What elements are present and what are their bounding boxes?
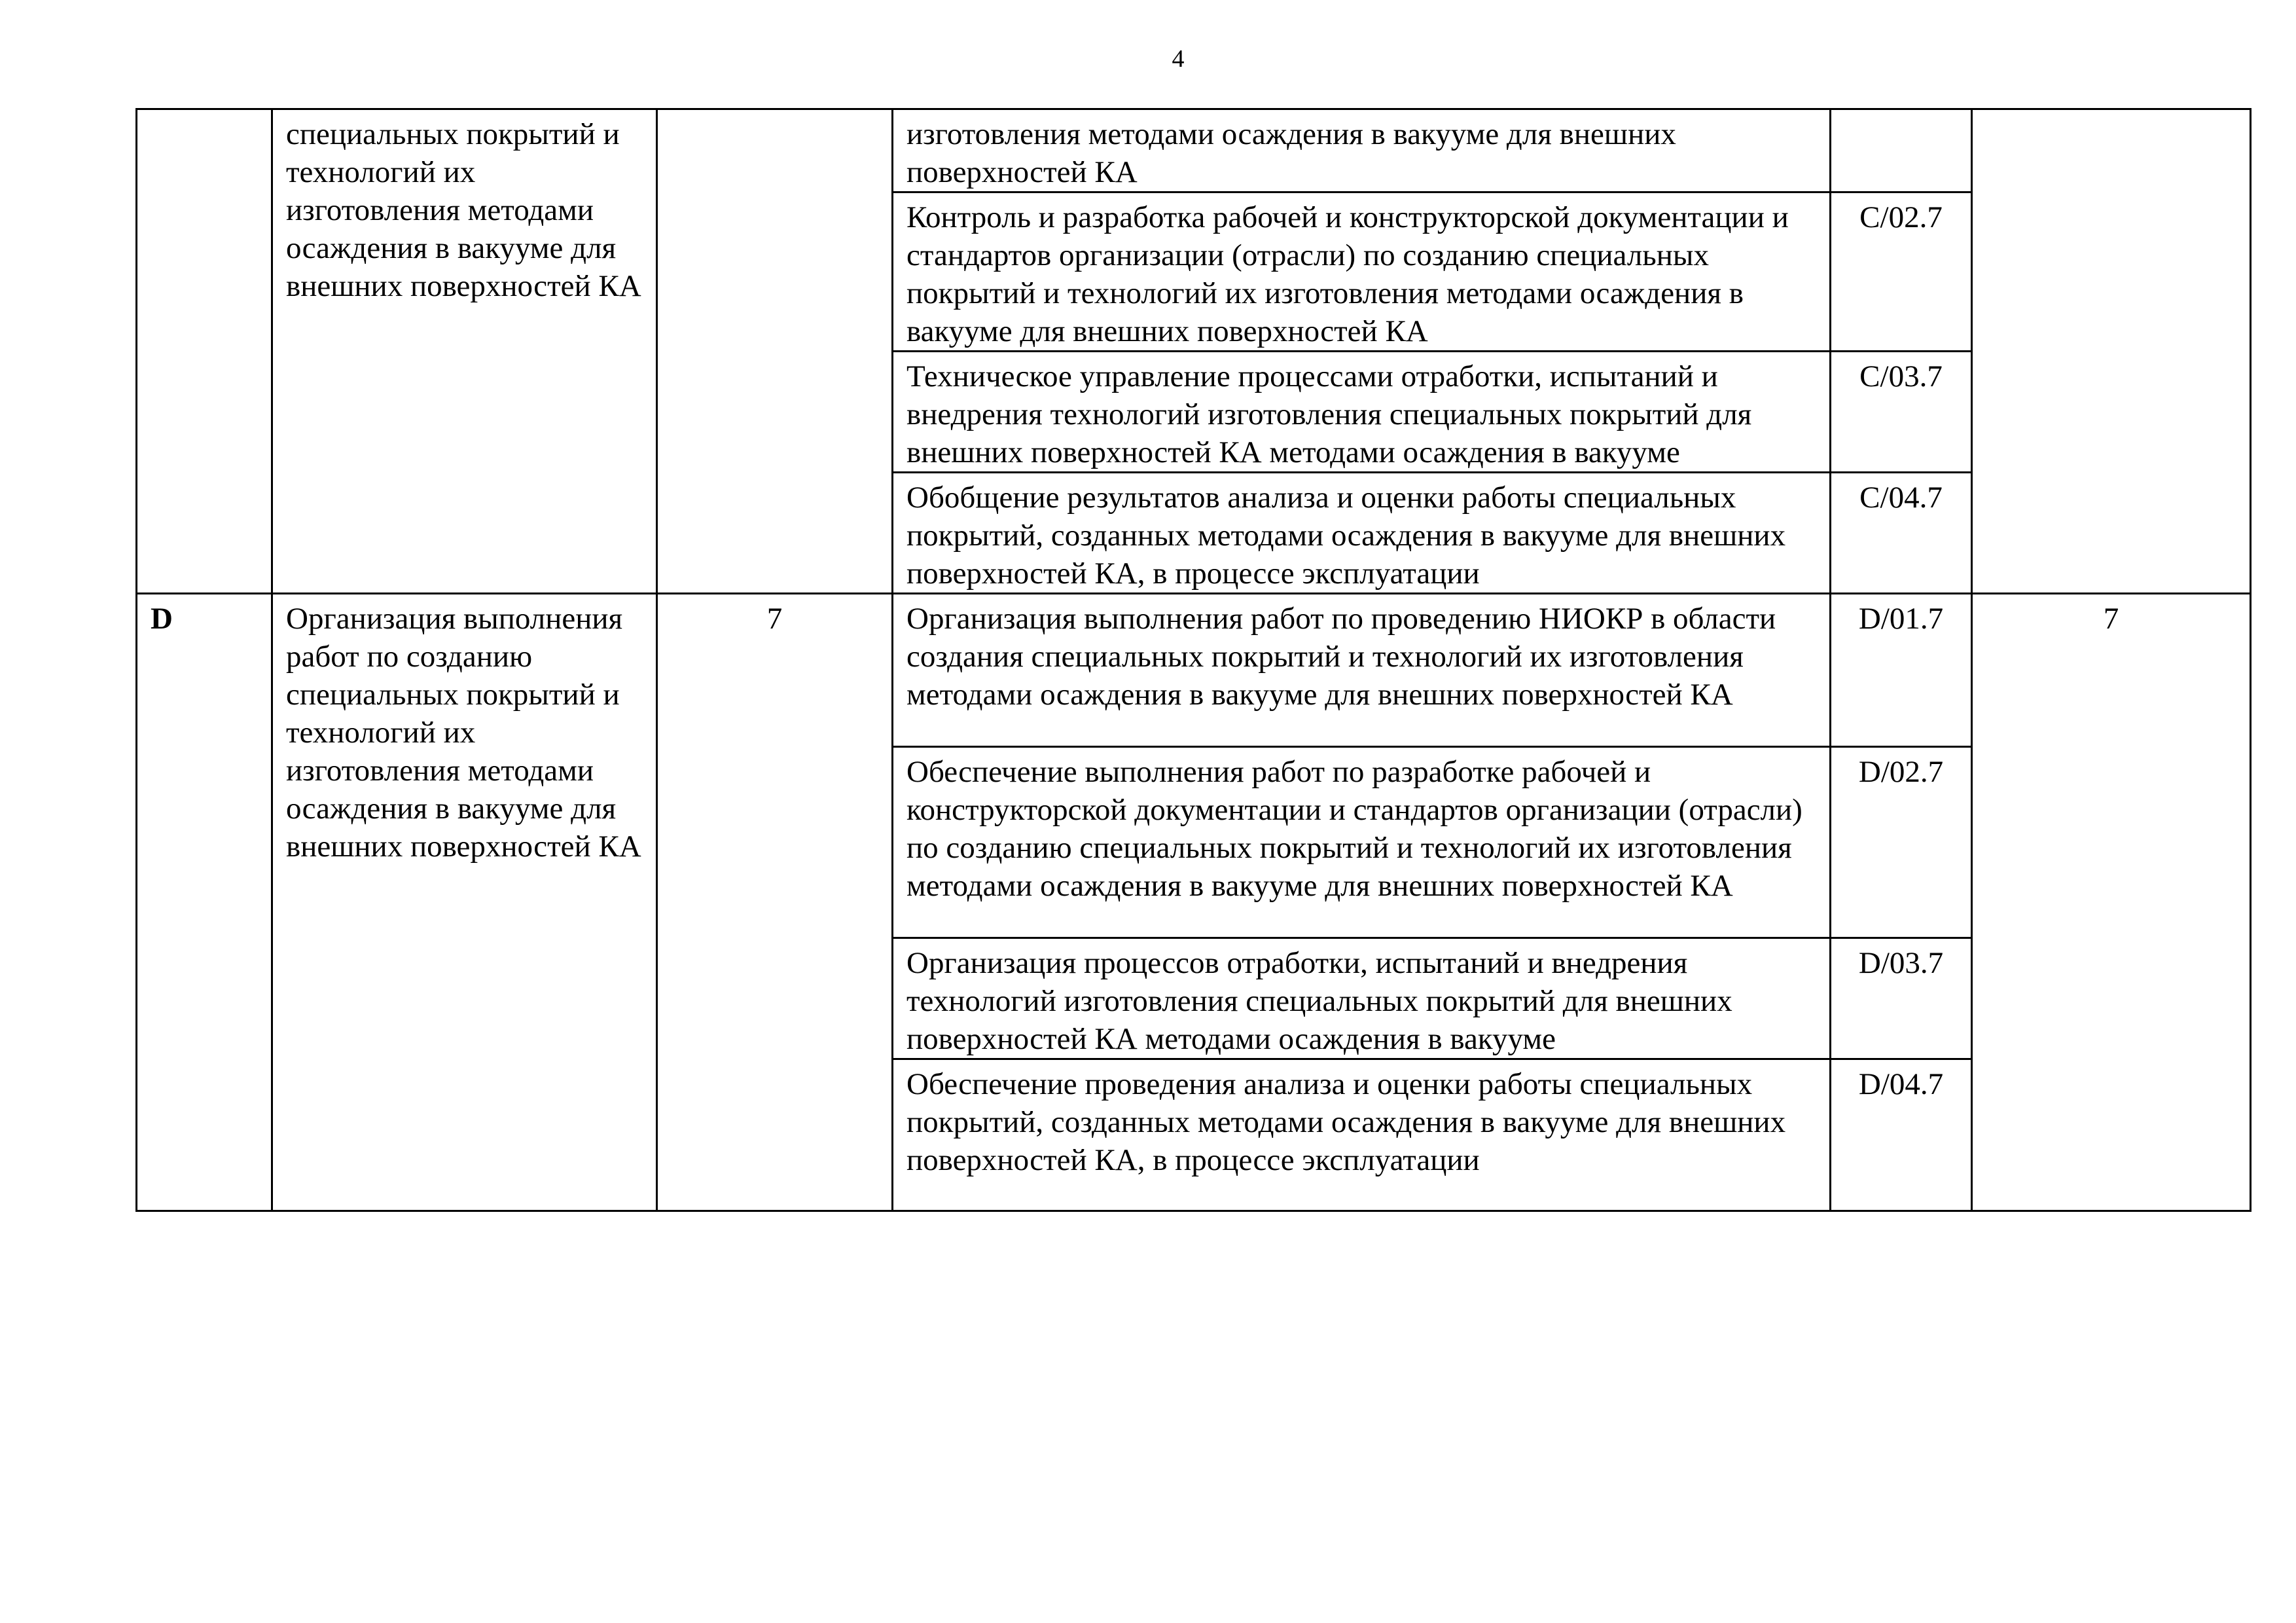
labor-function-name-cell: Обобщение результатов анализа и оценки работы специальных покрытий, созданных методами осаждения в вакууме для внешних поверхностей КА, в процессе эксплуатации <box>893 473 1831 594</box>
labor-function-code-cell: C/03.7 <box>1831 352 1972 473</box>
gen-function-name-cell: Организация выполнения работ по созданию специальных покрытий и технологий их изготовления методами осаждения в вакууме для внешних поверхностей КА <box>272 594 657 1211</box>
labor-function-code-cell: C/02.7 <box>1831 192 1972 352</box>
labor-function-name-cell: Организация выполнения работ по проведению НИОКР в области создания специальных покрытий и технологий их изготовления методами осаждения в вакууме для внешних поверхностей КА <box>893 594 1831 747</box>
table-row <box>137 109 2251 192</box>
labor-function-name-cell: Организация процессов отработки, испытаний и внедрения технологий изготовления специальных покрытий для внешних поверхностей КА методами осаждения в вакууме <box>893 938 1831 1059</box>
gen-function-code-cell <box>137 109 272 594</box>
gen-function-level-cell: 7 <box>657 594 893 1211</box>
gen-function-level-cell <box>657 109 893 594</box>
labor-function-level-cell <box>1972 109 2251 594</box>
gen-function-code-cell: D <box>137 594 272 1211</box>
labor-function-level-cell: 7 <box>1972 594 2251 1211</box>
labor-function-code-cell: D/04.7 <box>1831 1059 1972 1211</box>
labor-function-code-cell: C/04.7 <box>1831 473 1972 594</box>
qualification-table <box>135 108 2251 1212</box>
labor-function-name-cell: Обеспечение выполнения работ по разработке рабочей и конструкторской документации и стандартов организации (отрасли) по созданию специальных покрытий и технологий их изготовления методами осаждения в вакууме для внешних поверхностей КА <box>893 747 1831 938</box>
labor-function-code-cell: D/01.7 <box>1831 594 1972 747</box>
labor-function-code-cell: D/03.7 <box>1831 938 1972 1059</box>
labor-function-name-cell: Техническое управление процессами отработки, испытаний и внедрения технологий изготовления специальных покрытий для внешних поверхностей КА методами осаждения в вакууме <box>893 352 1831 473</box>
labor-function-code-cell <box>1831 109 1972 192</box>
labor-function-name-cell: Обеспечение проведения анализа и оценки работы специальных покрытий, созданных методами осаждения в вакууме для внешних поверхностей КА, в процессе эксплуатации <box>893 1059 1831 1211</box>
labor-function-code-cell: D/02.7 <box>1831 747 1972 938</box>
page-number: 4 <box>1172 45 1185 73</box>
labor-function-name-cell: изготовления методами осаждения в вакууме для внешних поверхностей КА <box>893 109 1831 192</box>
gen-function-name-cell: специальных покрытий и технологий их изготовления методами осаждения в вакууме для внешних поверхностей КА <box>272 109 657 594</box>
table-row <box>137 594 2251 747</box>
labor-function-name-cell: Контроль и разработка рабочей и конструкторской документации и стандартов организации (отрасли) по созданию специальных покрытий и технологий их изготовления методами осаждения в вакууме для внешних поверхностей КА <box>893 192 1831 352</box>
